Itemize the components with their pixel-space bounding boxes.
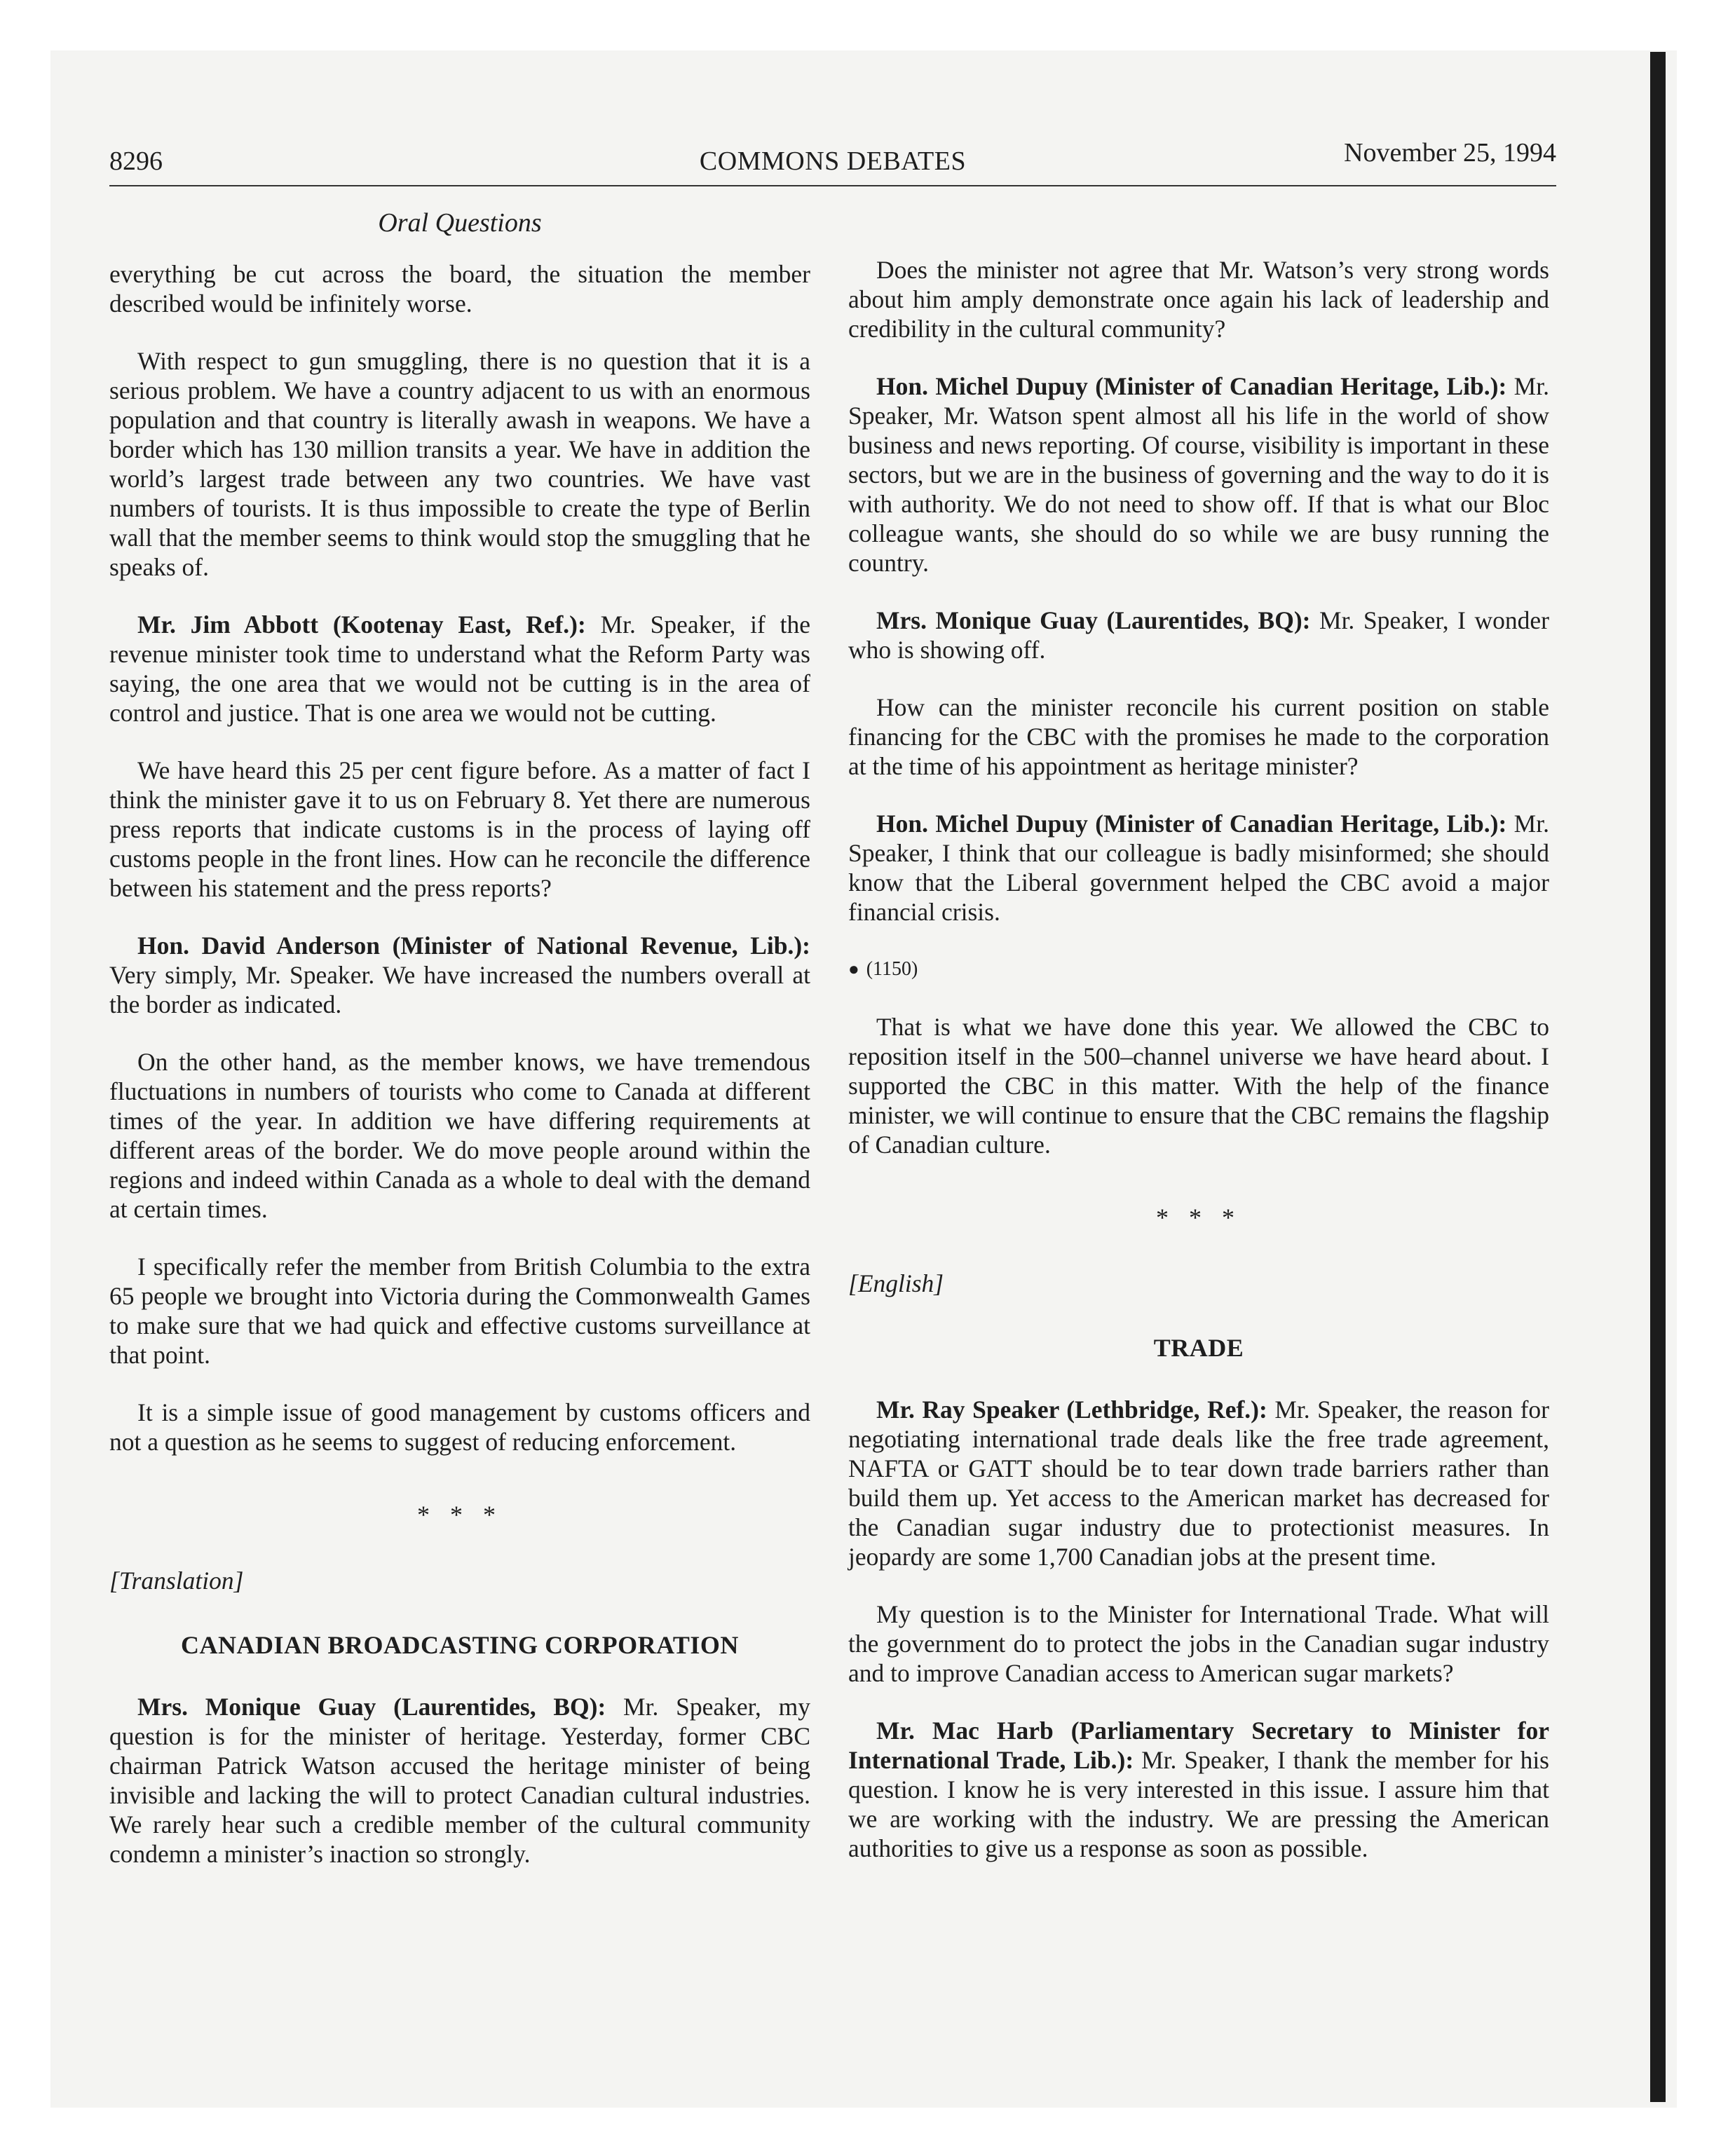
section-separator: * * * bbox=[1156, 1203, 1241, 1231]
speaker-name: Mr. Jim Abbott (Kootenay East, Ref.): bbox=[137, 610, 586, 639]
speech-text: Mr. Speaker, if the revenue minister took time to understand what the Reform Party was saying, the one area that we would not be cutting is in the area of control and justice. That is one area we would not be cutting. bbox=[109, 610, 810, 727]
paragraph: I specifically refer the member from British Columbia to the extra 65 people we brought into Victoria during the Commonwealth Games to make sure that we had quick and effective customs surveillance at that point. bbox=[109, 1253, 810, 1369]
scan-edge-shadow bbox=[1650, 52, 1666, 2102]
topic-heading: TRADE bbox=[1153, 1334, 1244, 1362]
speech-paragraph bbox=[848, 371, 1549, 578]
speech-text: Mr. Speaker, Mr. Watson spent almost all his life in the world of show business and news reporting. Of course, visibility is important in these sectors, but we are in the business of governing and the way to do it is with authority. We do not need to show off. If that is what our Bloc colleague wants, she should do so while we are busy running the country. bbox=[848, 372, 1549, 577]
speech-paragraph bbox=[848, 1395, 1549, 1571]
speech-text: Mr. Speaker, my question is for the minister of heritage. Yesterday, former CBC chairman Patrick Watson accused the heritage minister of being invisible and lacking the will to protect Canadian cultural industries. We rarely hear such a credible member of the cultural community condemn a minister’s inaction so strongly. bbox=[109, 1693, 810, 1868]
page-number: 8296 bbox=[109, 146, 163, 176]
paragraph: On the other hand, as the member knows, we have tremendous fluctuations in numbers of tourists who come to Canada at different times of the year. In addition we have differing requirements at different areas of the border. We do move people around within the regions and indeed within Canada as a whole to deal with the demand at certain times. bbox=[109, 1048, 810, 1223]
topic-heading: CANADIAN BROADCASTING CORPORATION bbox=[181, 1631, 739, 1659]
speech-paragraph bbox=[109, 1692, 810, 1869]
section-label: Oral Questions bbox=[378, 208, 542, 238]
speech-paragraph bbox=[848, 606, 1549, 664]
speech-paragraph bbox=[109, 931, 810, 1019]
timestamp-text: (1150) bbox=[866, 958, 918, 980]
paragraph: Does the minister not agree that Mr. Watson’s very strong words about him amply demonstrate once again his lack of leadership and credibility in the cultural community? bbox=[848, 256, 1549, 343]
speaker-name: Mrs. Monique Guay (Laurentides, BQ): bbox=[137, 1693, 606, 1721]
speaker-name: Mrs. Monique Guay (Laurentides, BQ): bbox=[876, 606, 1311, 634]
speaker-name: Mr. Ray Speaker (Lethbridge, Ref.): bbox=[876, 1396, 1267, 1424]
speech-text: Mr. Speaker, the reason for negotiating international trade deals like the free trade agreement, NAFTA or GATT should be to tear down trade barriers rather than build them up. Yet access to the American market has decreased for the Canadian sugar industry due to protectionist measures. In jeopardy are some 1,700 Canadian jobs at the present time. bbox=[848, 1396, 1549, 1571]
paragraph: everything be cut across the board, the situation the member described would be infinitely worse. bbox=[109, 260, 810, 318]
speaker-name: Hon. Michel Dupuy (Minister of Canadian Heritage, Lib.): bbox=[876, 810, 1507, 838]
speech-paragraph bbox=[848, 1716, 1549, 1863]
speech-text: Mr. Speaker, I wonder who is showing off. bbox=[848, 606, 1549, 664]
left-column bbox=[109, 259, 810, 1897]
page-header bbox=[109, 137, 1556, 179]
timestamp-marker bbox=[848, 955, 1549, 984]
paragraph: How can the minister reconcile his current position on stable financing for the CBC with the promises he made to the corporation at the time of his appointment as heritage minister? bbox=[848, 693, 1549, 780]
right-column bbox=[848, 255, 1549, 1891]
speaker-name: Hon. David Anderson (Minister of National Revenue, Lib.): bbox=[137, 932, 810, 960]
speaker-name: Hon. Michel Dupuy (Minister of Canadian Heritage, Lib.): bbox=[876, 372, 1507, 400]
paragraph: We have heard this 25 per cent figure before. As a matter of fact I think the minister gave it to us on February 8. Yet there are numerous press reports that indicate customs is in the process of laying off customs people in the front lines. How can he reconcile the difference between his statement and the press reports? bbox=[109, 756, 810, 902]
publication-title: COMMONS DEBATES bbox=[699, 146, 967, 176]
paragraph: That is what we have done this year. We allowed the CBC to reposition itself in the 500–channel universe we have heard about. I supported the CBC in this matter. With the help of the finance minister, we will continue to ensure that the CBC remains the flagship of Canadian culture. bbox=[848, 1013, 1549, 1159]
language-note: [English] bbox=[848, 1269, 944, 1297]
speech-text: Mr. Speaker, I thank the member for his question. I know he is very interested in this issue. I assure him that we are working with the industry. We are pressing the American authorities to give us a response as soon as possible. bbox=[848, 1746, 1549, 1862]
paragraph: My question is to the Minister for International Trade. What will the government do to protect the jobs in the Canadian sugar industry and to improve Canadian access to American sugar markets? bbox=[848, 1600, 1549, 1687]
speech-text: Very simply, Mr. Speaker. We have increased the numbers overall at the border as indicated. bbox=[109, 961, 810, 1018]
section-separator: * * * bbox=[417, 1501, 503, 1529]
language-note: [Translation] bbox=[109, 1567, 244, 1595]
speech-paragraph bbox=[109, 610, 810, 728]
publication-date: November 25, 1994 bbox=[1344, 138, 1556, 168]
header-rule bbox=[109, 185, 1556, 186]
speech-paragraph bbox=[848, 809, 1549, 927]
bullet-icon: ● bbox=[848, 959, 859, 979]
speaker-name: Mr. Mac Harb (Parliamentary Secretary to Minister for International Trade, Lib.): bbox=[848, 1717, 1549, 1774]
paragraph: It is a simple issue of good management by customs officers and not a question as he seems to suggest of reducing enforcement. bbox=[109, 1398, 810, 1456]
speech-text: Mr. Speaker, I think that our colleague is badly misinformed; she should know that the Liberal government helped the CBC avoid a major financial crisis. bbox=[848, 810, 1549, 926]
paragraph: With respect to gun smuggling, there is no question that it is a serious problem. We have a country adjacent to us with an enormous population and that country is literally awash in weapons. We have a border which has 130 million transits a year. We have in addition the world’s largest trade between any two countries. We have vast numbers of tourists. It is thus impossible to create the type of Berlin wall that the member seems to think would stop the smuggling that he speaks of. bbox=[109, 347, 810, 581]
